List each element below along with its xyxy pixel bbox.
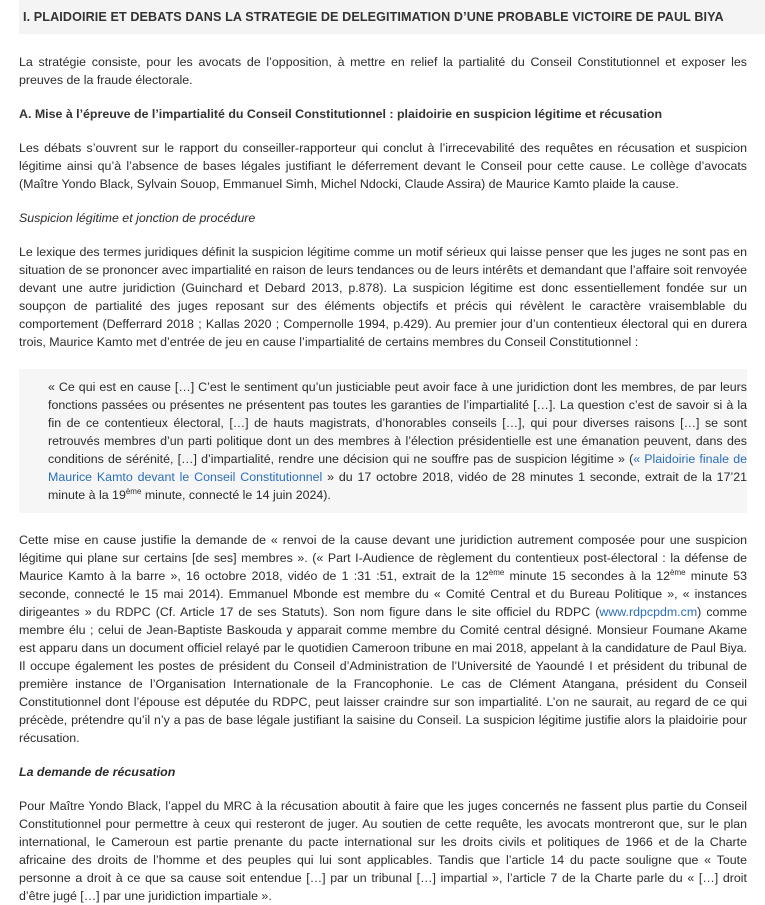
mise-text-1: Cette mise en cause justifie la demande de « renvoi de la cause devant une juridiction autrement composée pour une suspicion légitime qui plane sur certains [de ses] membres ». (« Part I-Audience de règlement du contentieux post-électoral : la défense de Maurice Kamto à la barre », 16 octobre 2018, vidéo de 1 :31 :51, extrait de la 12	[19, 533, 747, 583]
quote-text: « Ce qui est en cause […] C’est le sentiment qu’un justiciable peut avoir face à une juridiction dont les membres, de par leurs fonctions passées ou présentes ne présentent pas toutes les garanties de l’impartialité […]. La question c’est de savoir si à la fin de ce contentieux électoral, […] de hauts magistrats, d’honorables conseils […], qui pour diverses raisons […] se sont retrouvés membres d’un parti politique dont un des membres à l’élection présidentielle est une émanation peuvent, dans des conditions de sérénité, […] d’impartialité, rendre une décision qui ne souffre pas de suspicion légitime » (	[48, 380, 747, 466]
plaidoirie-link[interactable]: « Plaidoirie finale de Maurice Kamto devant le Conseil Constitutionnel	[48, 452, 747, 484]
blockquote	[19, 369, 747, 513]
subsection-heading: A. Mise à l’épreuve de l’impartialité du Conseil Constitutionnel : plaidoirie en suspicion légitime et récusation	[19, 107, 663, 121]
section-title: I. PLAIDOIRIE ET DEBATS DANS LA STRATEGIE DE DELEGITIMATION D’UNE PROBABLE VICTOIRE DE PAUL BIYA	[19, 0, 765, 34]
lexique-paragraph: Le lexique des termes juridiques définit la suspicion légitime comme un motif sérieux qui laisse penser que les juges ne sont pas en situation de se prononcer avec impartialité en raison de leurs tendances ou de leurs intérêts et demandant que l’affaire soit renvoyée devant une autre juridiction (Guinchard et Debard 2013, p.878). La suspicion légitime est donc essentiellement fondée sur un soupçon de partialité des juges reposant sur des éléments objectifs et précis qui révèlent le caractère vraisemblable du comportement (Defferrard 2018 ; Kallas 2020 ; Compernolle 1994, p.429). Au premier jour d’un contentieux électoral qui en durera trois, Maurice Kamto met d’entrée de jeu en cause l’impartialité de certains membres du Conseil Constitutionnel :	[19, 245, 747, 349]
quote-citation: » du 17 octobre 2018, vidéo de 28 minutes 1 seconde, extrait de la 17’21 minute à la 19	[48, 470, 747, 502]
suspicion-heading: Suspicion légitime et jonction de procédure	[19, 211, 256, 225]
quote-citation-end: minute, connecté le 14 juin 2024).	[141, 488, 331, 502]
mise-text-4: ) comme membre élu ; celui de Jean-Baptiste Baskouda y apparait comme membre du Comité central désigné. Monsieur Foumane Akame est apparu dans un document officiel relayé par le quotidien Cameroon tribune en mai 2018, appelant à la candidature de Paul Biya. Il occupe également les postes de président du Conseil d’Administration de l’Université de Yaoundé I et président du tribunal de première instance de l’Organisation Internationale de la Francophonie. Le cas de Clément Atangana, président du Conseil Constitutionnel dont l’épouse est députée du RDPC, peut laisser craindre sur son impartialité. L’on ne saurait, au regard de ce qui précède, prétendre qu’il n’y a pas de base légale justifiant la saisine du Conseil. La suspicion légitime justifie alors la plaidoirie pour récusation.	[19, 605, 747, 745]
lead-paragraph: La stratégie consiste, pour les avocats de l’opposition, à mettre en relief la partialité du Conseil Constitutionnel et exposer les preuves de la fraude électorale.	[19, 55, 747, 87]
quote-sup: ème	[125, 486, 142, 496]
yondo-paragraph: Pour Maître Yondo Black, l’appel du MRC à la récusation aboutit à faire que les juges concernés ne fassent plus partie du Conseil Constitutionnel pour permettre à ceux qui resteront de juger. Au soutien de cette requête, les avocats montreront que, sur le plan international, le Cameroun est partie prenante du pacte international sur les droits civils et politiques de 1966 et de la Charte africaine des droits de l’homme et des peuples qui lui sont applicables. Tandis que l’article 14 du pacte souligne que « Toute personne a droit à ce que sa cause soit entendue […] par un tribunal […] impartial », l’article 7 de la Charte parle du « […] droit d’être jugé […] par une juridiction impartiale ».	[19, 799, 747, 903]
mise-sup-2: ème	[670, 567, 686, 577]
mise-text-2: minute 15 secondes à la 12	[504, 569, 671, 583]
debates-paragraph: Les débats s’ouvrent sur le rapport du conseiller-rapporteur qui conclut à l’irrecevabilité des requêtes en récusation et suspicion légitime ainsi qu’à l’absence de bases légales justifiant le déferrement devant le Conseil pour cette cause. Le collège d’avocats (Maître Yondo Black, Sylvain Souop, Emmanuel Simh, Michel Ndocki, Claude Assira) de Maurice Kamto plaide la cause.	[19, 141, 747, 191]
mise-en-cause-paragraph	[19, 531, 747, 747]
quote-paragraph	[48, 378, 747, 504]
recusation-heading: La demande de récusation	[19, 765, 176, 779]
rdpc-website-link[interactable]: www.rdpcpdm.cm	[599, 605, 698, 619]
mise-sup-1: ème	[488, 567, 505, 577]
mise-text-3: minute 53 seconde, connecté le 15 mai 2014). Emmanuel Mbonde est membre du « Comité Central et du Bureau Politique », « instances dirigeantes » du RDPC (Cf. Article 17 de ses Statuts). Son nom figure dans le site officiel du RDPC (	[19, 569, 748, 619]
